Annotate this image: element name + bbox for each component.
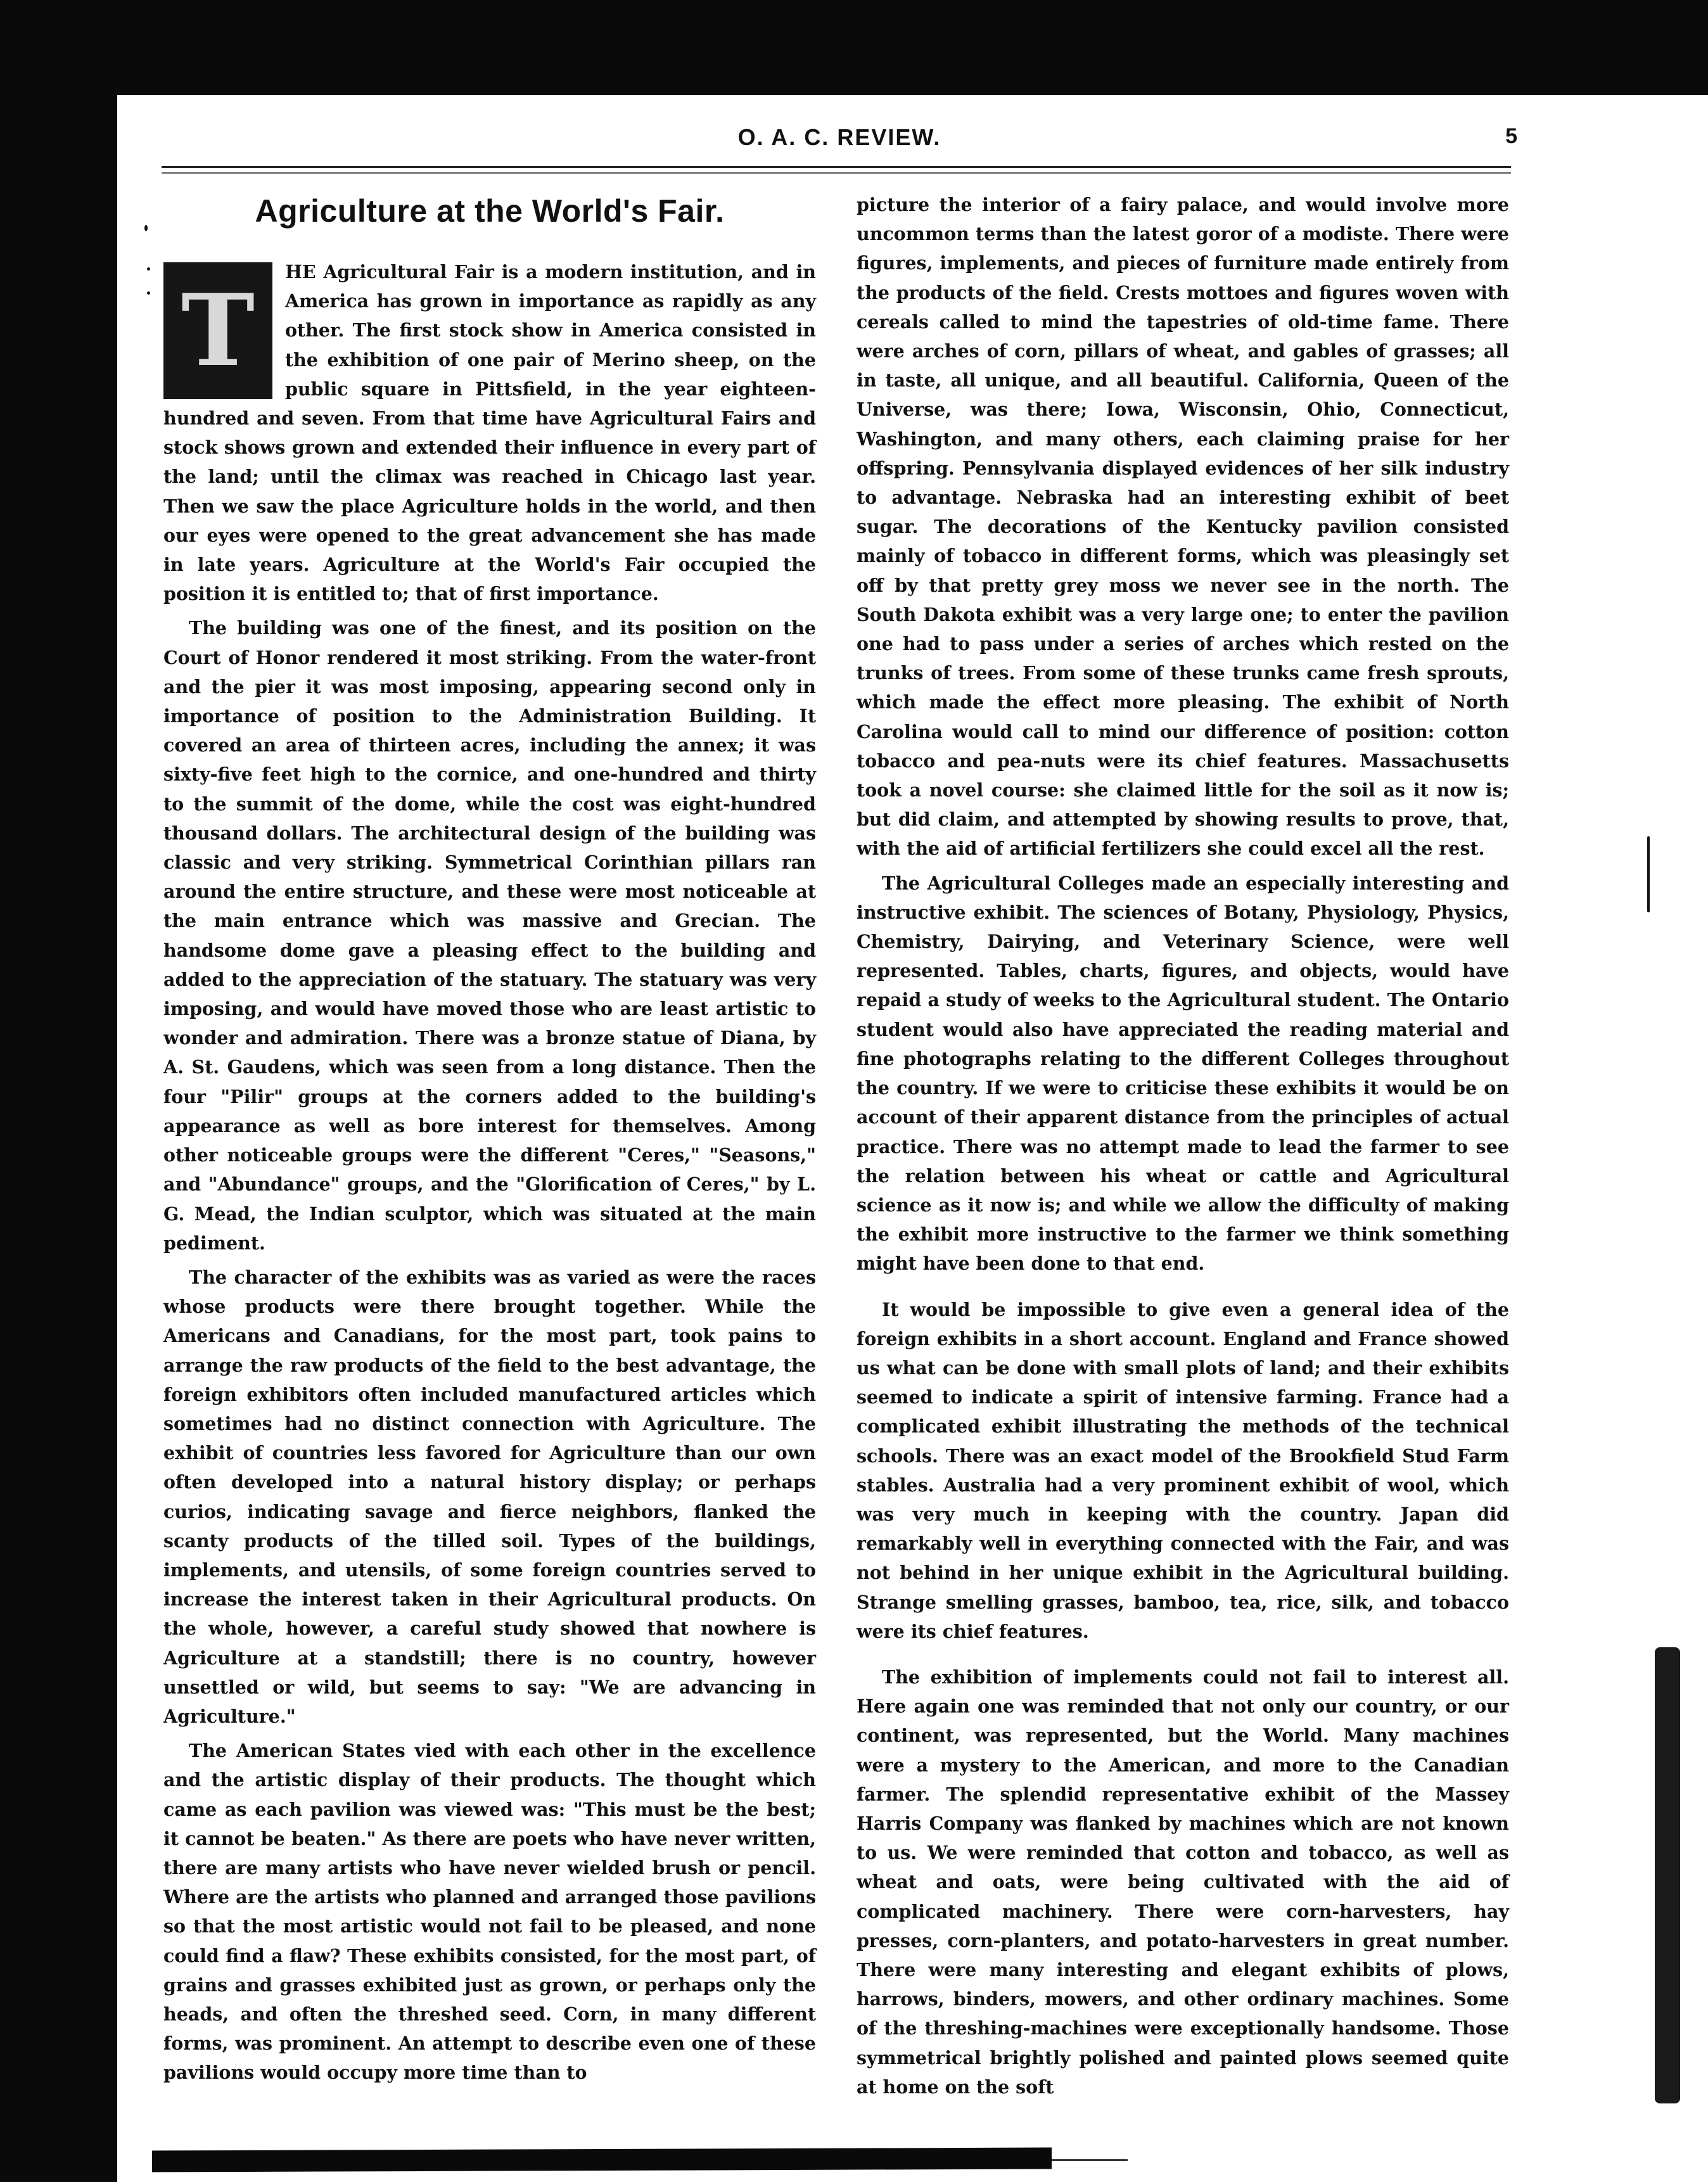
drop-cap-initial: T: [163, 262, 272, 399]
article-paragraph: HE Agricultural Fair is a modern institution, and in America has grown in importance as rapidly as any other. The first stock show in America consisted in the exhibition of one pair of Merino sheep, on the public square in Pittsfield, in the year eighteen-hundred and seven. From that time have Agricultural Fairs and stock shows grown and extended their influence in every part of the land; until the climax was reached in Chicago last year. Then we saw the place Agriculture holds in the world, and then our eyes were opened to the great advancement she has made in late years. Agriculture at the World's Fair occupied the position it is entitled to; that of first importance.: [163, 261, 816, 605]
header-rule-thin: [162, 172, 1511, 174]
scan-speck: [147, 291, 150, 295]
scan-border-top: [0, 0, 1708, 95]
article-paragraph: The building was one of the finest, and its position on the Court of Honor rendered it most striking. From the water-front and the pier it was most imposing, appearing second only in importance of position to the Administration Building. It covered an area of thirteen acres, including the annex; it was sixty-five feet high to the cornice, and one-hundred and thirty to the summit of the dome, while the cost was eight-hundred thousand dollars. The architectural design of the building was classic and very striking. Symmetrical Corinthian pillars ran around the entire structure, and these were most noticeable at the main entrance which was massive and Grecian. The handsome dome gave a pleasing effect to the building and added to the appreciation of the statuary. The statuary was very imposing, and would have moved those who are least artistic to wonder and admiration. There was a bronze statue of Diana, by A. St. Gaudens, which was seen from a long distance. Then the four "Pilir" groups at the corners added to the building's appearance as well as bore interest for themselves. Among other noticeable groups were the different "Ceres," "Seasons," and "Abundance" groups, and the "Glorification of Ceres," by L. G. Mead, the Indian sculptor, which was situated at the main pediment.: [163, 617, 816, 1254]
scan-border-left: [0, 0, 117, 2182]
article-title: Agriculture at the World's Fair.: [255, 193, 725, 229]
running-title: O. A. C. REVIEW.: [737, 124, 941, 150]
article-paragraph: It would be impossible to give even a general idea of the foreign exhibits in a short account. England and France showed us what can be done with small plots of land; and their exhibits seemed to indicate a spirit of intensive farming. France had a complicated exhibit illustrating the methods of the technical schools. There was an exact model of the Brookfield Stud Farm stables. Australia had a very prominent exhibit of wool, which was very much in keeping with the country. Japan did remarkably well in everything connected with the Fair, and was not behind in her unique exhibit in the Agricultural building. Strange smelling grasses, bamboo, tea, rice, silk, and tobacco were its chief features.: [857, 1298, 1509, 1642]
scan-border-bottom: [152, 2148, 1052, 2172]
left-column: [163, 190, 816, 2088]
article-paragraph: The character of the exhibits was as varied as were the races whose products were there brought together. While the Americans and Canadians, for the most part, took pains to arrange the raw products of the field to the best advantage, the foreign exhibitors often included manufactured articles which sometimes had no distinct connection with Agriculture. The exhibit of countries less favored for Agriculture than our own often developed into a natural history display; or perhaps curios, indicating savage and fierce neighbors, flanked the scanty products of the tilled soil. Types of the buildings, implements, and utensils, of some foreign countries served to increase the interest taken in their Agricultural products. On the whole, however, a careful study showed that nowhere is Agriculture at a standstill; there is no country, however unsettled or wild, but seems to say: "We are advancing in Agriculture.": [163, 1266, 816, 1727]
article-paragraph: The American States vied with each other in the excellence and the artistic display of their products. The thought which came as each pavilion was viewed was: "This must be the best; it cannot be beaten." As there are poets who have never written, there are many artists who have never wielded brush or pencil. Where are the artists who planned and arranged those pavilions so that the most artistic would not fail to be pleased, and none could find a flaw? These exhibits consisted, for the most part, of grains and grasses exhibited just as grown, or perhaps only the heads, and often the threshed seed. Corn, in many different forms, was prominent. An attempt to describe even one of these pavilions would occupy more time than to: [163, 1740, 816, 2084]
article-paragraph: picture the interior of a fairy palace, and would involve more uncommon terms than the latest goror of a modiste. There were figures, implements, and pieces of furniture made entirely from the products of the field. Crests mottoes and figures woven with cereals called to mind the tapestries of old-time fame. There were arches of corn, pillars of wheat, and gables of grasses; all in taste, all unique, and all beautiful. California, Queen of the Universe, was there; Iowa, Wisconsin, Ohio, Connecticut, Washington, and many others, each claiming praise for her offspring. Pennsylvania displayed evidences of her silk industry to advantage. Nebraska had an interesting exhibit of beet sugar. The decorations of the Kentucky pavilion consisted mainly of tobacco in different forms, which was pleasingly set off by that pretty grey moss we never see in the north. The South Dakota exhibit was a very large one; to enter the pavilion one had to pass under a series of arches which rested on the trunks of trees. From some of these trunks came fresh sprouts, which made the effect more pleasing. The exhibit of North Carolina would call to mind our difference of position: cotton tobacco and pea-nuts were its chief features. Massachusetts took a novel course: she claimed little for the soil as it now is; but did claim, and attempted by showing results to prove, that, with the aid of artificial fertilizers she could excel all the rest.: [857, 194, 1509, 860]
article-paragraph: The exhibition of implements could not fail to interest all. Here again one was reminded that not only our country, or our continent, was represented, but the World. Many machines were a mystery to the American, and more to the Canadian farmer. The splendid representative exhibit of the Massey Harris Company was flanked by machines which are not known to us. We were reminded that cotton and tobacco, as well as wheat and oats, were being cultivated with the aid of complicated machinery. There were corn-harvesters, hay presses, corn-planters, and potato-harvesters in great number. There were many interesting and elegant exhibits of plows, harrows, binders, mowers, and other ordinary machines. Some of the threshing-machines were exceptionally handsome. Those symmetrical brightly polished and painted plows seemed quite at home on the soft: [857, 1666, 1509, 2098]
scan-speck: [147, 267, 150, 271]
scan-speck: [144, 225, 148, 231]
page-number: 5: [1505, 124, 1517, 148]
scan-speck: [1647, 836, 1650, 912]
page-header: [162, 124, 1517, 156]
header-rule: [162, 166, 1511, 168]
article-paragraph: The Agricultural Colleges made an especially interesting and instructive exhibit. The sciences of Botany, Physiology, Physics, Chemistry, Dairying, and Veterinary Science, were well represented. Tables, charts, figures, and objects, would have repaid a study of weeks to the Agricultural student. The Ontario student would also have appreciated the reading material and fine photographs relating to the different Colleges throughout the country. If we were to criticise these exhibits it would be on account of their apparent distance from the principles of actual practice. There was no attempt made to lead the farmer to see the relation between his wheat or cattle and Agricultural science as it now is; and while we allow the difficulty of making the exhibit more instructive to the farmer we think something might have been done to that end.: [857, 872, 1509, 1275]
right-column: [857, 190, 1509, 2102]
scan-edge-shadow: [1655, 1647, 1680, 2103]
scan-edge-mark: [1052, 2159, 1128, 2161]
